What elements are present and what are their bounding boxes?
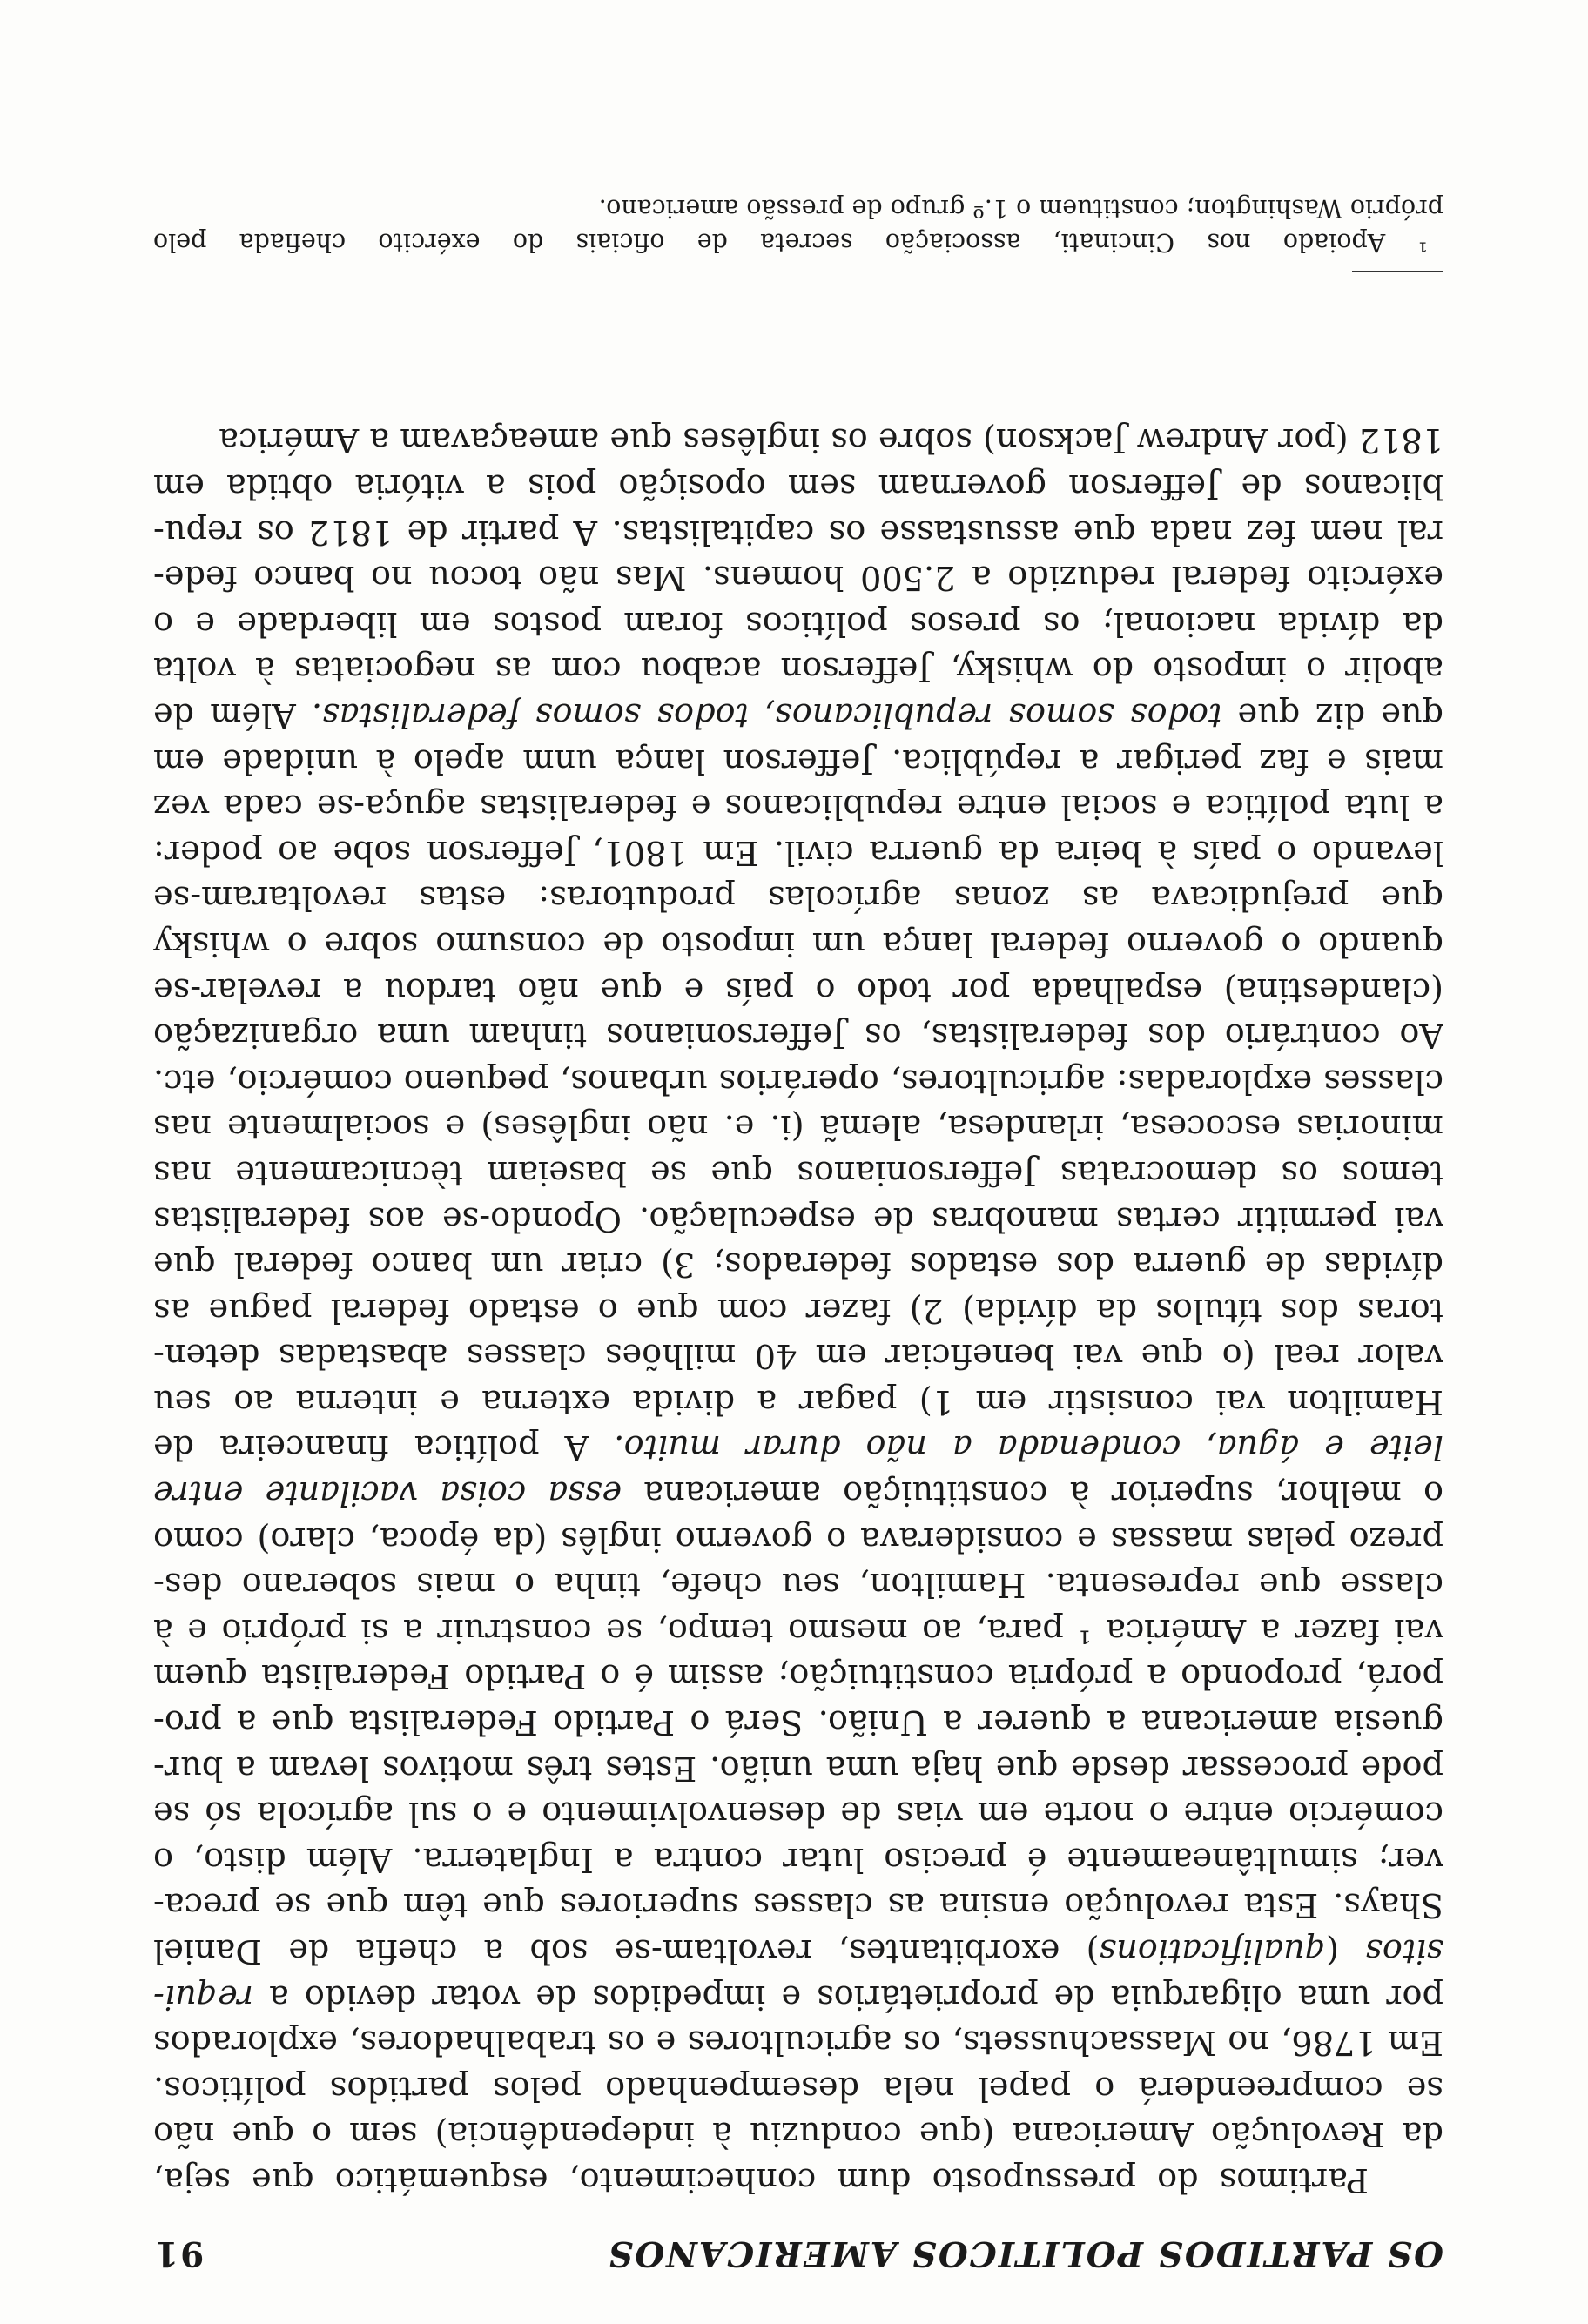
body-line: o melhor, superior à constituição americana essa coisa vacilante entre [153,1474,1443,1513]
body-line: pode processar desde que haja uma união. Estes três motivos levam a bur- [153,1748,1443,1787]
body-line: ral nem fez nada que assustasse os capitalistas. A partir de 1812 os repu- [153,512,1443,551]
footnote-divider [1352,271,1443,272]
body-text [153,417,1443,2202]
body-line: por uma oligarquia de proprietários e impedidos de votar devido a requi- [153,1977,1443,2016]
body-line: levando o país à beira da guerra civil. Em 1801, Jefferson sobe ao poder: [153,832,1443,871]
page-number: 91 [153,2233,205,2274]
body-line: Em 1786, no Massachussets, os agricultores e os trabalhadores, explorados [153,2023,1443,2062]
body-line: Ao contrário dos federalistas, os Jeffersonianos tinham uma organização [153,1016,1443,1055]
body-line: abolir o imposto do whisky, Jefferson acabou com as negociatas à volta [153,649,1443,688]
body-line: Partimos do pressuposto dum conhecimento, esquemático que seja, [153,2160,1369,2199]
body-line: (clandestina) espalhada por todo o país e que não tardou a revelar-se [153,970,1443,1009]
body-line: que prejudicava as zonas agrícolas produtoras: estas revoltaram-se [153,878,1443,917]
footnote-line: ¹ Apoiado nos Cincinati, associação secreta de oficiais do exército chefiada pelo [153,228,1428,257]
body-line: blicanos de Jefferson governam sem oposição pois a vitória obtida em [153,467,1443,506]
body-line: valor real (o que vai beneficiar em 40 milhões classes abastadas deten- [153,1336,1443,1375]
body-line: minorias escocesa, irlandesa, alemã (i. e. não inglêses) e socialmente nas [153,1107,1443,1146]
body-line: mais e faz perigar a república. Jefferson lança unm apelo à unidade em [153,741,1443,780]
body-line: que diz que todos somos republicanos, todos somos federalistas. Além de [153,695,1443,734]
body-line: a luta política e social entre republicanos e federalistas aguça-se cada vez [153,787,1443,826]
body-line: 1812 (por Andrew Jackson) sobre os inglêses que ameaçavam a América [219,420,1443,460]
body-line: exército federal reduzido a 2.500 homens. Mas não tocou no banco fede- [153,558,1443,597]
footnote-line: próprio Washington; constituem o 1.º grupo de pressão americano. [598,194,1443,223]
body-line: dívidas de guerra dos estados federados; 3) criar um banco federal que [153,1245,1443,1284]
body-line: ver; simultâneamente é preciso lutar contra a Inglaterra. Além disto, o [153,1839,1443,1878]
running-head [153,2233,1443,2274]
body-line: porá, propondo a própria constituição; assim é o Partido Federalista quem [153,1656,1443,1696]
body-line: vai fazer a América ¹ para, ao mesmo tempo, se construir a si próprio e à [153,1610,1443,1649]
body-line: classe que representa. Hamilton, seu chefe, tinha o mais soberano des- [153,1565,1443,1604]
body-line: se compreenderá o papel nela desempenhado pelos partidos políticos. [153,2068,1443,2107]
body-line: sitos (qualifications) exorbitantes, revoltam-se sob a chefia de Daniel [153,1931,1443,1971]
body-line: temos os democratas Jeffersonianos que se baseiam tècnicamente nas [153,1152,1443,1192]
footnote [153,191,1443,259]
body-line: da dívida nacional; os presos políticos foram postos em liberdade e o [153,603,1443,642]
running-head-title: OS PARTIDOS POLITICOS AMERICANOS [607,2233,1443,2274]
body-line: comércio entre o norte em vias de desenvolvimento e o sul agrícola só se [153,1794,1443,1833]
body-line: da Revolução Americana (que conduziu à independência) sem o que não [153,2114,1443,2153]
body-line: Shays. Esta revolução ensina as classes superiores que têm que se preca- [153,1885,1443,1924]
body-line: toras dos títulos da dívida) 2) fazer com que o estado federal pague as [153,1290,1443,1329]
body-line: quando o governo federal lança um imposto de consumo sobre o whisky [153,924,1443,963]
body-line: classes exploradas: agricultores, operários urbanos, pequeno comércio, etc. [153,1061,1443,1100]
body-line: guesia americana a querer a União. Será o Partido Federalista que a pro- [153,1703,1443,1742]
body-line: Hamilton vai consistir em 1) pagar a divida externa e interna ao seu [153,1381,1443,1421]
body-line: leite e água, condenada a não durar muito. A política financeira de [153,1427,1443,1467]
body-line: prezo pelas massas e considerava o governo inglês (da época, claro) como [153,1519,1443,1558]
body-line: vai permitir certas manobras de especulação. Opondo-se aos federalistas [153,1199,1443,1238]
